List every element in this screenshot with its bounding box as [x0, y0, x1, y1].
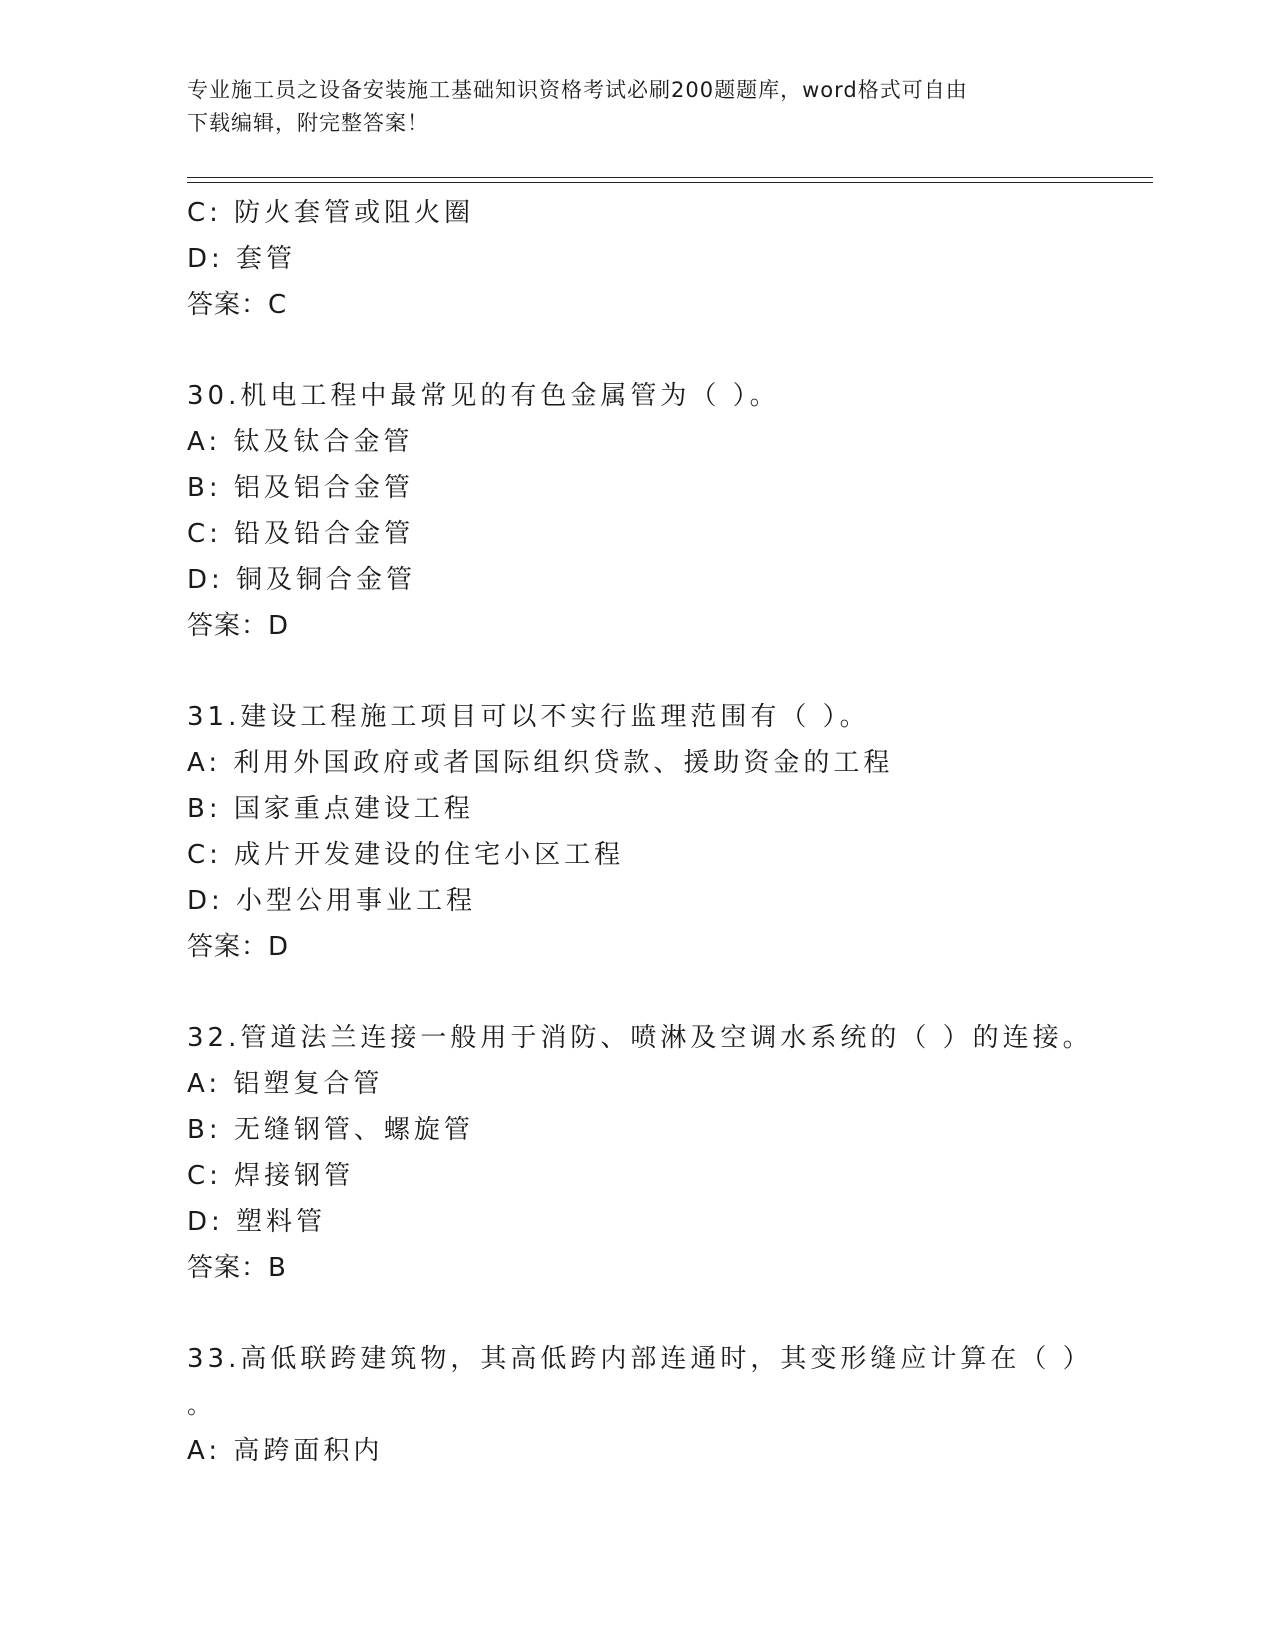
option-a: A: 铝塑复合管: [187, 1069, 384, 1099]
question-stem: 31.建设工程施工项目可以不实行监理范围有（ ）。: [187, 702, 870, 732]
option-b: B: 铝及铝合金管: [187, 473, 414, 503]
answer-line: 答案：C: [187, 290, 288, 320]
question-33: [187, 1336, 1107, 1474]
answer-line: 答案：B: [187, 1253, 287, 1283]
header-line-2: 下载编辑，附完整答案！: [187, 111, 429, 135]
option-d: D: 铜及铜合金管: [187, 565, 417, 595]
question-31: [187, 694, 1107, 970]
question-stem: 33.高低联跨建筑物，其高低跨内部连通时，其变形缝应计算在（ ）: [187, 1344, 1093, 1374]
header-divider-bottom: [187, 182, 1153, 183]
option-d: D: 塑料管: [187, 1207, 327, 1237]
question-stem: 30.机电工程中最常见的有色金属管为（ ）。: [187, 381, 780, 411]
option-b: B: 无缝钢管、螺旋管: [187, 1115, 474, 1145]
option-c: C: 焊接钢管: [187, 1161, 355, 1191]
document-header: [187, 74, 1067, 140]
option-d: D: 套管: [187, 244, 297, 274]
option-c: C: 成片开发建设的住宅小区工程: [187, 840, 625, 870]
answer-line: 答案：D: [187, 611, 290, 641]
question-32: [187, 1015, 1107, 1291]
option-c: C: 铅及铅合金管: [187, 519, 415, 549]
question-stem: 32.管道法兰连接一般用于消防、喷淋及空调水系统的（ ）的连接。: [187, 1023, 1093, 1053]
option-a: A: 利用外国政府或者国际组织贷款、援助资金的工程: [187, 748, 894, 778]
answer-line: 答案：D: [187, 932, 290, 962]
option-a: A: 钛及钛合金管: [187, 427, 414, 457]
option-c: C: 防火套管或阻火圈: [187, 198, 475, 228]
question-list: [187, 190, 1107, 1474]
header-line-1: 专业施工员之设备安装施工基础知识资格考试必刷200题题库，word格式可自由: [187, 78, 968, 102]
question-stem-tail: 。: [187, 1391, 211, 1419]
option-a: A: 高跨面积内: [187, 1436, 384, 1466]
option-b: B: 国家重点建设工程: [187, 794, 474, 824]
option-d: D: 小型公用事业工程: [187, 886, 477, 916]
header-divider-top: [187, 177, 1153, 178]
question-30: [187, 373, 1107, 649]
question-29-continued: [187, 190, 1107, 328]
